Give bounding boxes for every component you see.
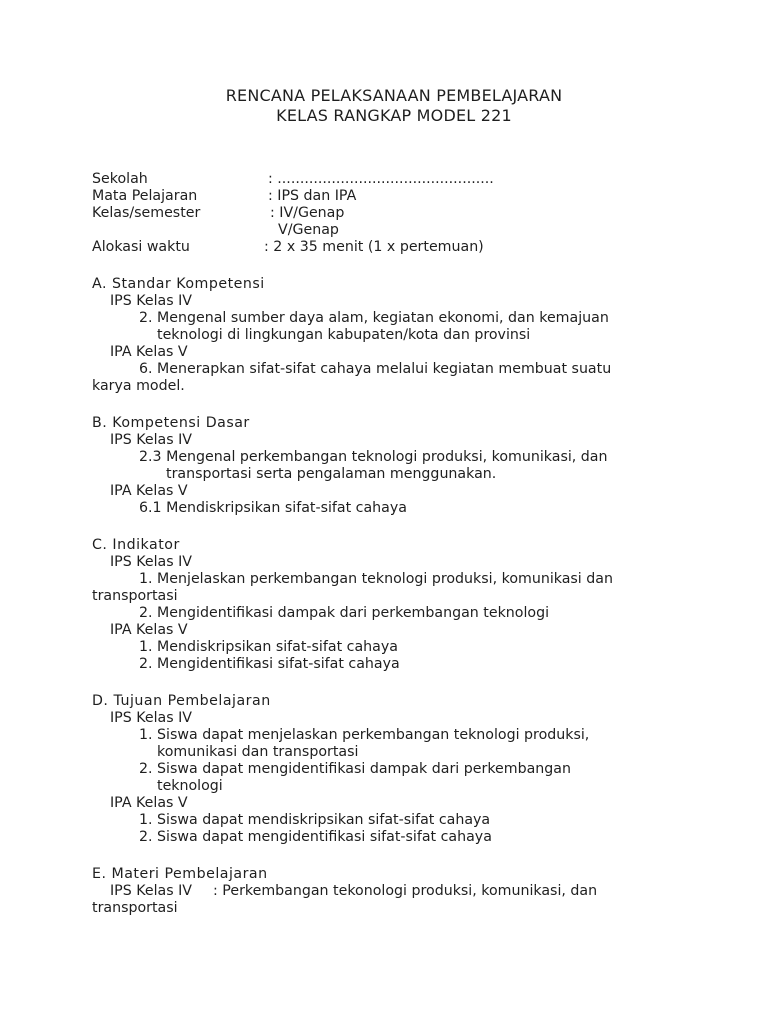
ipa-label: IPA Kelas V xyxy=(110,483,188,499)
kelas-label: Kelas/semester xyxy=(92,205,201,221)
materi-ips-row xyxy=(92,883,692,900)
list-item: 2. Mengenal sumber daya alam, kegiatan ekonomi, dan kemajuan xyxy=(139,310,609,326)
ips-label: IPS Kelas IV xyxy=(110,883,193,899)
list-item: 1. Mendiskripsikan sifat-sifat cahaya xyxy=(139,639,398,655)
section-heading: A. Standar Kompetensi xyxy=(92,276,265,292)
list-item-continuation: transportasi serta pengalaman menggunakan. xyxy=(166,466,497,482)
materi-ips-value-continuation: transportasi xyxy=(92,900,178,916)
section-standar-kompetensi xyxy=(92,276,692,395)
list-item: 2. Mengidentifikasi sifat-sifat cahaya xyxy=(139,656,400,672)
title-line-1: RENCANA PELAKSANAAN PEMBELAJARAN xyxy=(225,86,563,105)
document-page xyxy=(92,86,692,917)
section-heading: D. Tujuan Pembelajaran xyxy=(92,693,271,709)
section-heading: B. Kompetensi Dasar xyxy=(92,415,250,431)
kelas-row-2 xyxy=(92,222,692,239)
list-item: 6. Menerapkan sifat-sifat cahaya melalui kegiatan membuat suatu xyxy=(139,361,612,377)
sekolah-row xyxy=(92,171,692,188)
list-item-continuation: teknologi di lingkungan kabupaten/kota dan provinsi xyxy=(157,327,531,343)
materi-ips-value: : Perkembangan tekonologi produksi, komunikasi, dan xyxy=(213,883,598,899)
ips-label: IPS Kelas IV xyxy=(110,710,193,726)
ips-label: IPS Kelas IV xyxy=(110,432,193,448)
list-item: 1. Siswa dapat mendiskripsikan sifat-sifat cahaya xyxy=(139,812,491,828)
section-materi-pembelajaran xyxy=(92,866,692,917)
section-kompetensi-dasar xyxy=(92,415,692,517)
sekolah-value: : ................................................ xyxy=(268,171,494,187)
list-item: 2.3 Mengenal perkembangan teknologi produksi, komunikasi, dan xyxy=(139,449,608,465)
kelas-row xyxy=(92,205,692,222)
list-item: 1. Siswa dapat menjelaskan perkembangan teknologi produksi, xyxy=(139,727,590,743)
ips-label: IPS Kelas IV xyxy=(110,554,193,570)
ipa-label: IPA Kelas V xyxy=(110,344,188,360)
list-item: 6.1 Mendiskripsikan sifat-sifat cahaya xyxy=(139,500,407,516)
list-item-continuation: transportasi xyxy=(92,588,178,604)
alokasi-value: : 2 x 35 menit (1 x pertemuan) xyxy=(264,239,484,255)
title-line-2: KELAS RANGKAP MODEL 221 xyxy=(276,106,512,125)
sekolah-label: Sekolah xyxy=(92,171,148,187)
list-item-continuation: komunikasi dan transportasi xyxy=(157,744,359,760)
alokasi-label: Alokasi waktu xyxy=(92,239,190,255)
kelas-value-2: V/Genap xyxy=(278,222,339,238)
document-title xyxy=(92,86,696,126)
section-heading: C. Indikator xyxy=(92,537,180,553)
alokasi-row xyxy=(92,239,692,256)
kelas-value-1: : IV/Genap xyxy=(270,205,345,221)
ipa-label: IPA Kelas V xyxy=(110,622,188,638)
mapel-row xyxy=(92,188,692,205)
list-item: 2. Mengidentifikasi dampak dari perkembangan teknologi xyxy=(139,605,550,621)
list-item: 1. Menjelaskan perkembangan teknologi produksi, komunikasi dan xyxy=(139,571,613,587)
section-tujuan-pembelajaran xyxy=(92,693,692,846)
ipa-label: IPA Kelas V xyxy=(110,795,188,811)
mapel-label: Mata Pelajaran xyxy=(92,188,198,204)
mapel-value: : IPS dan IPA xyxy=(268,188,357,204)
identity-block xyxy=(92,171,692,256)
section-heading: E. Materi Pembelajaran xyxy=(92,866,268,882)
ips-label: IPS Kelas IV xyxy=(110,293,193,309)
list-item: 2. Siswa dapat mengidentifikasi dampak dari perkembangan xyxy=(139,761,571,777)
list-item-continuation: karya model. xyxy=(92,378,185,394)
section-indikator xyxy=(92,537,692,673)
list-item: 2. Siswa dapat mengidentifikasi sifat-sifat cahaya xyxy=(139,829,492,845)
list-item-continuation: teknologi xyxy=(157,778,223,794)
